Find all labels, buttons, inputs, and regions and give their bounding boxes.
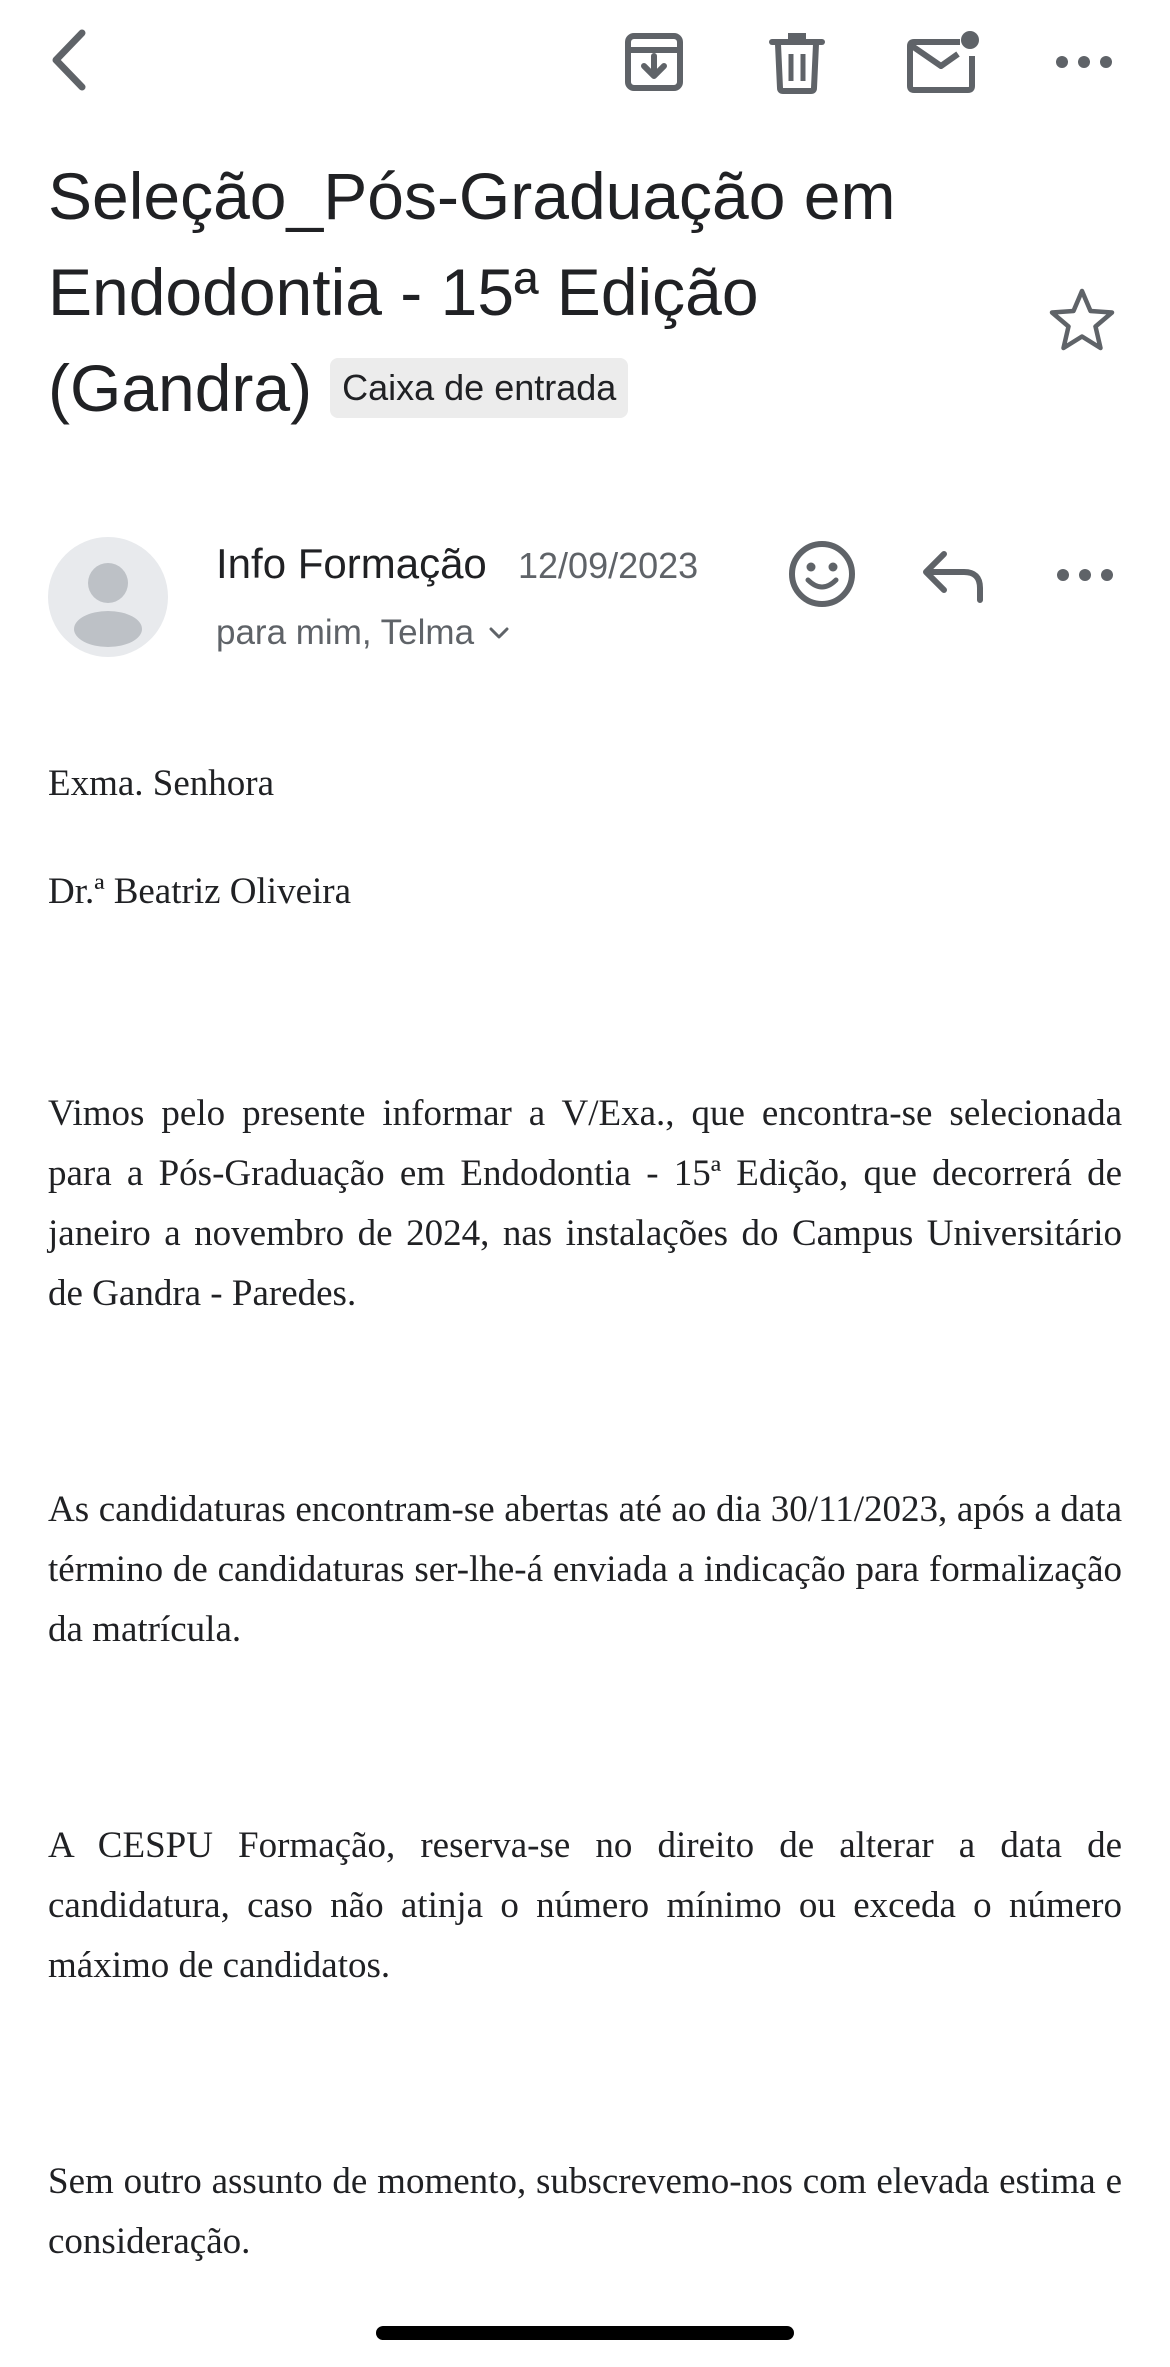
trash-icon <box>768 30 826 94</box>
emoji-icon <box>786 538 858 610</box>
home-indicator[interactable] <box>376 2326 794 2340</box>
more-horizontal-icon <box>1053 565 1117 585</box>
chevron-down-icon <box>488 626 510 640</box>
star-icon <box>1046 284 1118 356</box>
body-recipient-name: Dr.ª Beatriz Oliveira <box>48 871 352 912</box>
body-greeting: Exma. Senhora <box>48 763 275 804</box>
archive-icon <box>622 30 686 94</box>
delete-button[interactable] <box>757 22 837 102</box>
more-options-button[interactable] <box>1044 22 1124 102</box>
chevron-left-icon <box>38 25 98 95</box>
star-button[interactable] <box>1046 284 1118 356</box>
sender-name[interactable]: Info Formação <box>216 540 487 587</box>
reply-icon <box>918 540 990 612</box>
inbox-label-chip[interactable]: Caixa de entrada <box>330 358 628 418</box>
sent-date: 12/09/2023 <box>518 545 699 586</box>
reply-button[interactable] <box>918 540 990 612</box>
recipients-toggle[interactable] <box>216 608 510 658</box>
person-icon <box>48 537 168 657</box>
message-more-button[interactable] <box>1046 536 1124 614</box>
top-toolbar <box>0 0 1170 120</box>
body-paragraph-3: A CESPU Formação, reserva-se no direito de alterar a data de candidatura, caso não atinja o número mínimo ou exceda o número máximo de candidatos. <box>48 1825 1122 1986</box>
recipients-text: para mim, Telma <box>216 613 475 652</box>
email-subject <box>48 148 1028 436</box>
body-paragraph-4: Sem outro assunto de momento, subscrevemo-nos com elevada estima e consideração. <box>48 2161 1122 2262</box>
body-paragraph-2: As candidaturas encontram-se abertas até ao dia 30/11/2023, após a data término de candidaturas ser-lhe-á enviada a indicação para formalização da matrícula. <box>48 1489 1122 1650</box>
back-button[interactable] <box>30 22 106 98</box>
mark-unread-button[interactable] <box>898 20 990 104</box>
subject-text: Seleção_Pós-Graduação em Endodontia - 15ª Edição (Gandra) <box>48 159 896 425</box>
sender-avatar[interactable] <box>48 537 168 657</box>
more-horizontal-icon <box>1052 52 1116 72</box>
archive-button[interactable] <box>614 22 694 102</box>
mail-unread-icon <box>906 30 982 94</box>
add-reaction-button[interactable] <box>786 538 858 610</box>
body-paragraph-1: Vimos pelo presente informar a V/Exa., que encontra-se selecionada para a Pós-Graduação em Endodontia - 15ª Edição, que decorrerá de janeiro a novembro de 2024, nas instalações do Campus Universitário de Gandra - Paredes. <box>48 1093 1122 1314</box>
